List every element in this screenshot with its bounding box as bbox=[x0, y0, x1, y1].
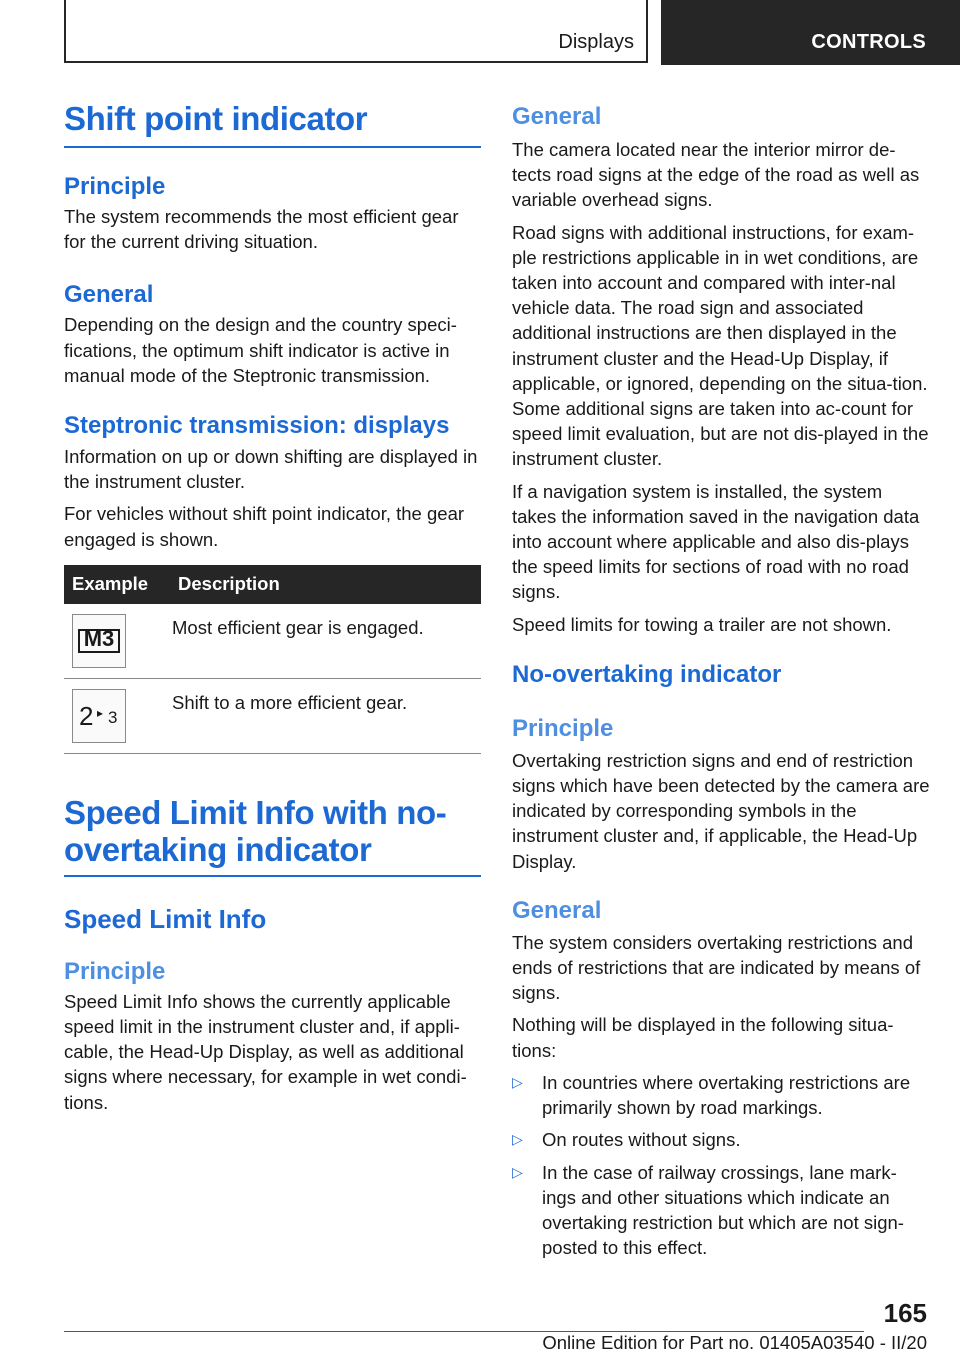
steptronic-text-2: For vehicles without shift point indicator, the gear engaged is shown. bbox=[64, 503, 465, 550]
sli-principle-text: Speed Limit Info shows the currently applicable speed limit in the instrument cluster and, if appli-cable, the Head-Up Display, as well as additional signs where necessary, for example in wet condi-tions. bbox=[64, 990, 467, 1113]
gear-m3-icon bbox=[72, 614, 126, 668]
chapter-tab bbox=[661, 0, 960, 65]
chapter-tab-label: CONTROLS bbox=[811, 31, 926, 53]
list-item-text: In countries where overtaking restrictions are primarily shown by road markings. bbox=[542, 1071, 911, 1119]
steptronic-heading: Steptronic transmission: displays bbox=[64, 412, 450, 440]
sli-heading: Speed Limit Info bbox=[64, 903, 267, 934]
right-general-text-1: The camera located near the interior mirror de-tects road signs at the edge of the road as well as variable overhead signs. bbox=[512, 139, 920, 211]
list-item-text: On routes without signs. bbox=[542, 1129, 741, 1151]
general-text: Depending on the design and the country speci-fications, the optimum shift indicator is active in manual mode of the Steptronic transmission. bbox=[64, 314, 457, 386]
triangle-bullet-icon: ▷ bbox=[512, 1073, 523, 1090]
steptronic-text-1: Information on up or down shifting are displayed in the instrument cluster. bbox=[64, 446, 478, 493]
shift-up-icon bbox=[72, 689, 126, 743]
table-cell-description: Most efficient gear is engaged. bbox=[172, 604, 481, 679]
no-display-situations-list bbox=[512, 1070, 930, 1260]
section-tab-label: Displays bbox=[558, 31, 634, 53]
list-item-text: In the case of railway crossings, lane mark-ings and other situations which indicate an overtaking restriction but which are not sign-posted to this effect. bbox=[542, 1161, 904, 1259]
section-tab bbox=[64, 0, 648, 63]
list-item bbox=[512, 1070, 930, 1120]
table-cell-icon bbox=[64, 678, 172, 753]
table-header-example: Example bbox=[64, 565, 172, 604]
speed-limit-title: Speed Limit Info with no-overtaking indicator bbox=[64, 793, 447, 868]
gear-m3-text: M3 bbox=[83, 625, 115, 651]
page-number: 165 bbox=[883, 1298, 927, 1328]
principle-text: The system recommends the most efficient gear for the current driving situation. bbox=[64, 206, 459, 253]
right-general-text-4: Speed limits for towing a trailer are not shown. bbox=[512, 613, 892, 635]
right-column bbox=[512, 100, 930, 1267]
table-cell-description: Shift to a more efficient gear. bbox=[172, 678, 481, 753]
list-item bbox=[512, 1127, 930, 1152]
shift-to-gear: 3 bbox=[108, 707, 118, 727]
table-row bbox=[64, 604, 481, 679]
sli-principle-heading: Principle bbox=[64, 957, 166, 985]
no-overtaking-general-text-1: The system considers overtaking restrictions and ends of restrictions that are indicated by means of signs. bbox=[512, 931, 921, 1004]
speed-title-block bbox=[64, 794, 481, 877]
list-item bbox=[512, 1160, 930, 1261]
no-overtaking-general-text-2: Nothing will be displayed in the following situa-tions: bbox=[512, 1014, 894, 1061]
left-column bbox=[64, 100, 481, 1115]
no-overtaking-general-heading: General bbox=[512, 896, 602, 924]
no-overtaking-principle-text: Overtaking restriction signs and end of restriction signs which have been detected by the camera are indicated by corresponding symbols in the instrument cluster and, if applicable, the Head-Up Display. bbox=[512, 749, 930, 872]
no-overtaking-principle-heading: Principle bbox=[512, 714, 614, 742]
no-overtaking-heading: No-overtaking indicator bbox=[512, 660, 782, 688]
shift-title-block bbox=[64, 100, 481, 148]
table-header-description: Description bbox=[172, 565, 481, 604]
page-header bbox=[64, 0, 960, 65]
triangle-bullet-icon: ▷ bbox=[512, 1131, 523, 1148]
edition-footer: Online Edition for Part no. 01405A03540 - II/20 bbox=[542, 1332, 927, 1353]
shift-arrow-icon: ▸ bbox=[97, 705, 104, 720]
general-heading: General bbox=[64, 281, 154, 309]
triangle-bullet-icon: ▷ bbox=[512, 1163, 523, 1180]
shift-indicator-table bbox=[64, 565, 481, 754]
table-cell-icon bbox=[64, 604, 172, 679]
right-general-text-2: Road signs with additional instructions, for exam-ple restrictions applicable in in wet conditions, are taken into account and compared with inter-nal vehicle data. The road sign and associated additional instructions are then displayed in the instrument cluster and the Head-Up Display, if applicable, or ignored, depending on the situa-tion. Some additional signs are taken into ac-count for speed limit evaluation, but are not dis-played in the instrument cluster. bbox=[512, 221, 929, 470]
shift-from-gear: 2 bbox=[79, 700, 94, 731]
right-general-heading: General bbox=[512, 103, 602, 130]
shift-point-title: Shift point indicator bbox=[64, 100, 368, 137]
right-general-text-3: If a navigation system is installed, the system takes the information saved in the navigation data into account where applicable and also dis-plays the speed limits for sections of road with no road signs. bbox=[512, 480, 920, 603]
table-row bbox=[64, 678, 481, 753]
principle-heading: Principle bbox=[64, 173, 166, 200]
